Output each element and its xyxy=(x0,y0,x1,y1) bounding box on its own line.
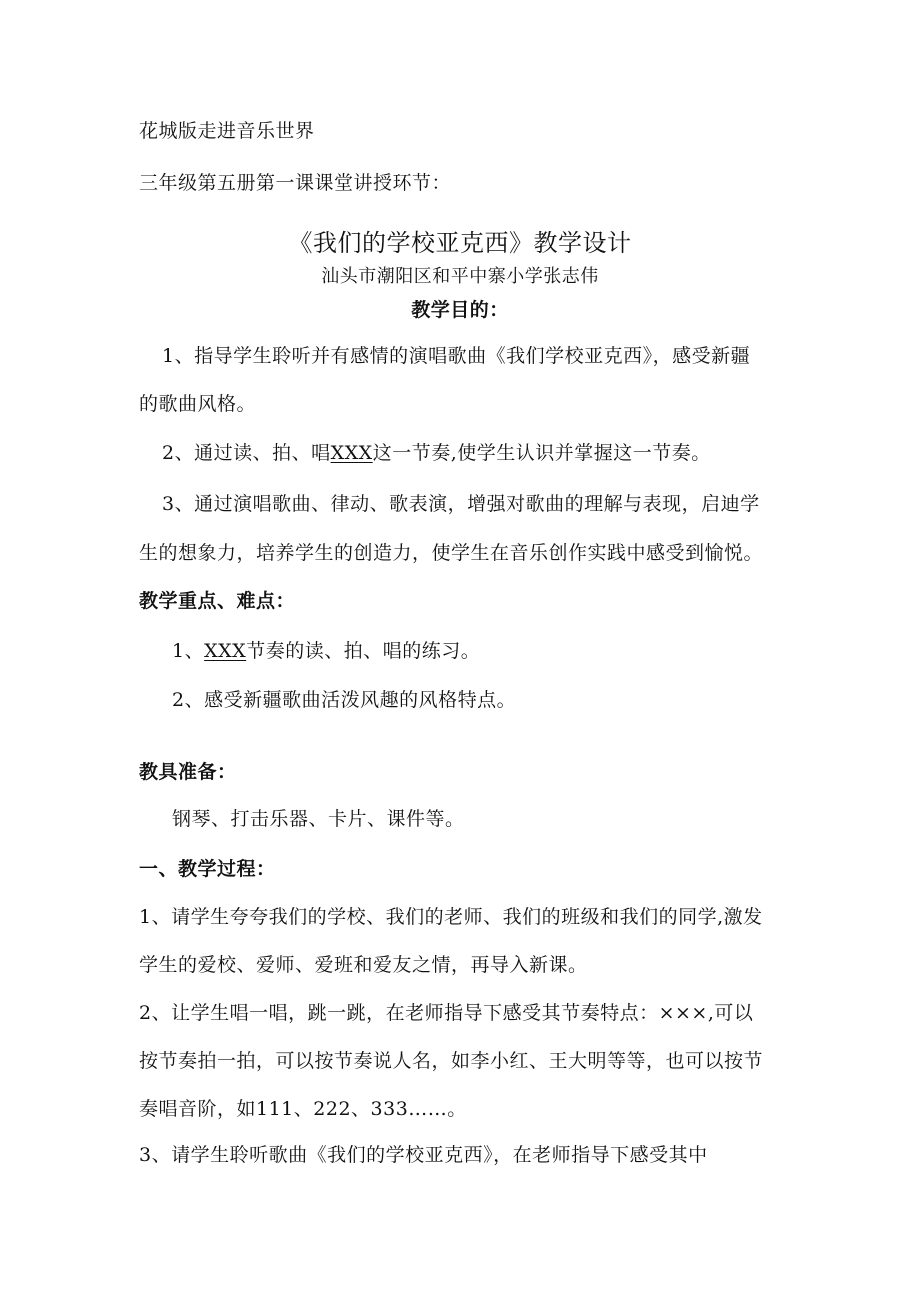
materials-heading: 教具准备： xyxy=(139,761,237,783)
objective-2-suffix: 这一节奏,使学生认识并掌握这一节奏。 xyxy=(372,442,711,464)
keypoint-2: 2、感受新疆歌曲活泼风趣的风格特点。 xyxy=(172,689,517,711)
keypoint-1-prefix: 1、 xyxy=(172,640,205,662)
document-title: 《我们的学校亚克西》教学设计 xyxy=(288,229,632,257)
keypoints-heading: 教学重点、难点： xyxy=(139,590,296,612)
objective-1-line-2: 的歌曲风格。 xyxy=(139,393,257,415)
keypoint-1-suffix: 节奏的读、拍、唱的练习。 xyxy=(246,640,481,662)
author-line: 汕头市潮阳区和平中寨小学张志伟 xyxy=(321,266,599,287)
series-name: 花城版走进音乐世界 xyxy=(139,120,315,142)
objectives-heading: 教学目的： xyxy=(411,299,509,321)
materials-text: 钢琴、打击乐器、卡片、课件等。 xyxy=(172,808,465,830)
lesson-info: 三年级第五册第一课课堂讲授环节： xyxy=(139,172,452,194)
rhythm-pattern: XXX xyxy=(330,442,373,464)
step-2-line-2: 按节奏拍一拍，可以按节奏说人名，如李小红、王大明等等，也可以按节 xyxy=(139,1050,764,1072)
step-2-line-3: 奏唱音阶，如111、222、333……。 xyxy=(139,1098,467,1120)
process-heading: 一、教学过程： xyxy=(139,858,276,880)
step-3-line-1: 3、请学生聆听歌曲《我们的学校亚克西》，在老师指导下感受其中 xyxy=(139,1144,708,1166)
step-1-line-1: 1、请学生夸夸我们的学校、我们的老师、我们的班级和我们的同学,激发 xyxy=(139,906,763,928)
step-2-line-1: 2、让学生唱一唱，跳一跳，在老师指导下感受其节奏特点：×××,可以 xyxy=(139,1002,754,1024)
objective-2-prefix: 2、通过读、拍、唱 xyxy=(162,442,331,464)
step-1-line-2: 学生的爱校、爱师、爱班和爱友之情，再导入新课。 xyxy=(139,954,588,976)
objective-2 xyxy=(162,440,711,466)
objective-3-line-2: 生的想象力，培养学生的创造力，使学生在音乐创作实践中感受到愉悦。 xyxy=(139,542,764,564)
rhythm-pattern: XXX xyxy=(204,640,247,662)
keypoint-1 xyxy=(172,638,480,664)
objective-3-line-1: 3、通过演唱歌曲、律动、歌表演，增强对歌曲的理解与表现，启迪学 xyxy=(162,493,760,515)
objective-1-line-1: 1、指导学生聆听并有感情的演唱歌曲《我们学校亚克西》，感受新疆 xyxy=(162,345,751,367)
